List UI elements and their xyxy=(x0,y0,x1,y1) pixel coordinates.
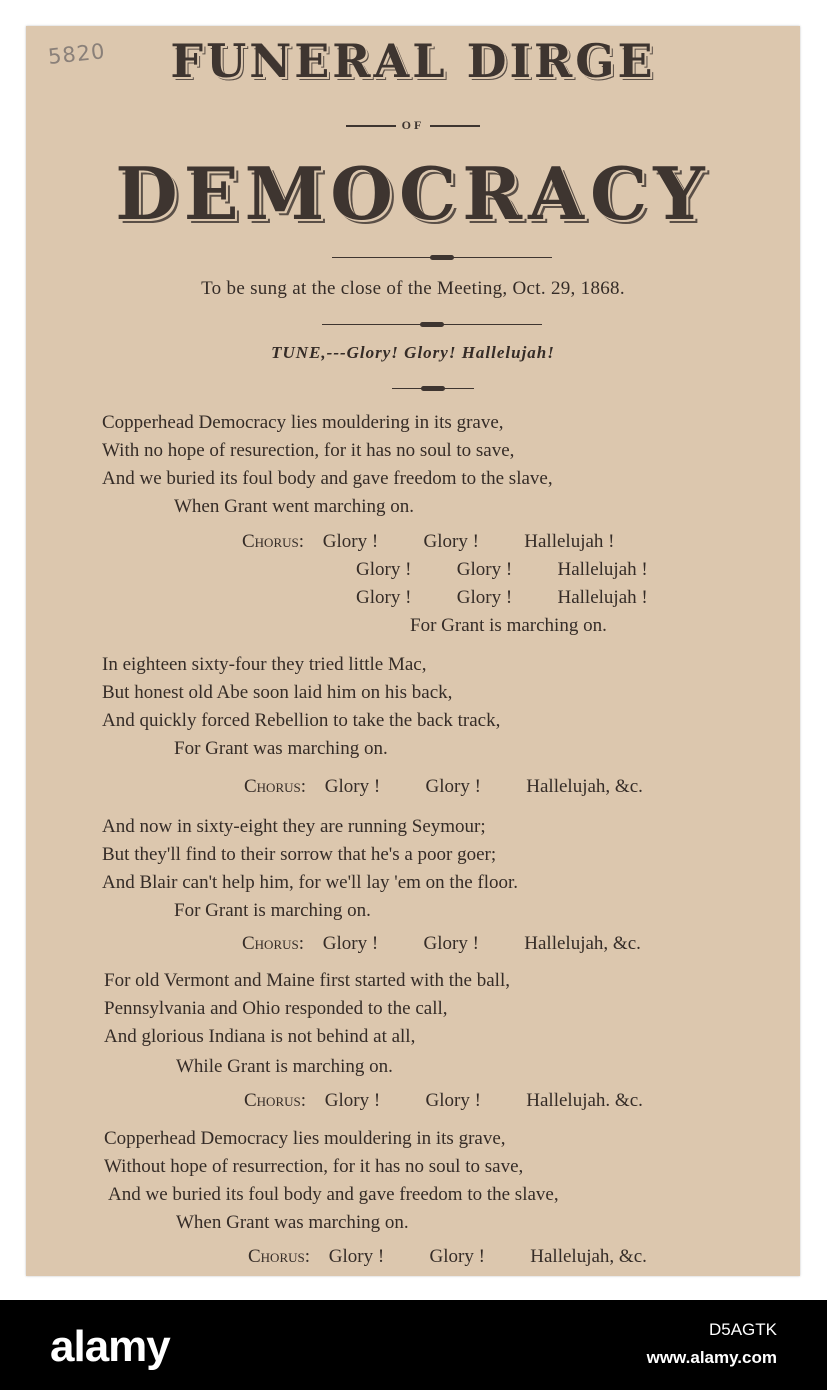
chorus-word: Glory ! xyxy=(324,1090,381,1111)
watermark-url: www.alamy.com xyxy=(646,1348,777,1367)
chorus-label: Chorus: xyxy=(248,1246,311,1267)
verse-1-line-3: And we buried its foul body and gave freedom to the slave, xyxy=(102,468,553,489)
verse-3-line-1: And now in sixty-eight they are running Seymour; xyxy=(102,816,486,837)
verse-1-chorus-row-2 xyxy=(356,559,648,581)
chorus-word: Glory ! xyxy=(322,531,379,552)
verse-4-line-4: While Grant is marching on. xyxy=(176,1056,393,1077)
chorus-word: Glory ! xyxy=(328,1246,385,1267)
verse-3-line-4: For Grant is marching on. xyxy=(174,900,371,921)
verse-2-line-3: And quickly forced Rebellion to take the back track, xyxy=(102,710,501,731)
chorus-word: Hallelujah, &c. xyxy=(524,933,641,954)
verse-4-line-2: Pennsylvania and Ohio responded to the call, xyxy=(104,998,448,1019)
verse-3-chorus xyxy=(242,933,641,955)
title-of-line xyxy=(26,118,800,133)
chorus-label: Chorus: xyxy=(242,531,305,552)
image-id-label: D5AGTK xyxy=(708,1320,777,1339)
verse-5-line-1: Copperhead Democracy lies mouldering in its grave, xyxy=(104,1128,506,1149)
alamy-logo: alamy xyxy=(50,1322,170,1371)
verse-3-line-3: And Blair can't help him, for we'll lay 'em on the floor. xyxy=(102,872,519,893)
title-democracy: DEMOCRACY xyxy=(115,151,711,236)
chorus-word: Glory ! xyxy=(425,776,481,797)
handwritten-note: 5820 xyxy=(46,39,107,69)
ornament-dot-3 xyxy=(421,386,445,391)
verse-1-line-2: With no hope of resurection, for it has no soul to save, xyxy=(102,440,515,461)
of-right-rule xyxy=(430,125,480,127)
chorus-word: Glory ! xyxy=(456,559,513,580)
verse-5-line-2: Without hope of resurrection, for it has no soul to save, xyxy=(104,1156,524,1177)
verse-5-line-3: And we buried its foul body and gave freedom to the slave, xyxy=(108,1184,559,1205)
tune-line: TUNE,---Glory! Glory! Hallelujah! xyxy=(271,343,555,362)
chorus-word: Hallelujah, &c. xyxy=(526,776,643,797)
verse-4-line-3: And glorious Indiana is not behind at all, xyxy=(104,1026,416,1047)
verse-1-chorus-row-3 xyxy=(356,587,648,609)
title-of: OF xyxy=(401,118,425,132)
chorus-word: Glory ! xyxy=(356,587,412,608)
verse-5-chorus xyxy=(248,1246,647,1268)
chorus-word: Hallelujah ! xyxy=(557,559,648,580)
chorus-word: Hallelujah ! xyxy=(524,531,615,552)
verse-1-line-4: When Grant went marching on. xyxy=(174,496,415,517)
title-funeral-dirge: FUNERAL DIRGE xyxy=(170,34,656,88)
broadside-sheet xyxy=(26,26,800,1276)
chorus-word: Glory ! xyxy=(425,1090,481,1111)
verse-1-chorus-row-1 xyxy=(242,531,615,553)
chorus-word: Hallelujah. &c. xyxy=(526,1090,643,1111)
verse-3-line-2: But they'll find to their sorrow that he's a poor goer; xyxy=(102,844,497,865)
verse-4-chorus xyxy=(244,1090,643,1112)
chorus-word: Glory ! xyxy=(356,559,412,580)
chorus-word: Glory ! xyxy=(429,1246,485,1267)
verse-1-line-1: Copperhead Democracy lies mouldering in its grave, xyxy=(102,412,504,433)
chorus-label: Chorus: xyxy=(244,1090,307,1111)
verse-2-chorus xyxy=(244,776,643,798)
chorus-label: Chorus: xyxy=(244,776,307,797)
meeting-subtitle: To be sung at the close of the Meeting, Oct. 29, 1868. xyxy=(201,278,625,299)
chorus-word: Hallelujah ! xyxy=(557,587,648,608)
verse-2-line-4: For Grant was marching on. xyxy=(174,738,388,759)
verse-5-line-4: When Grant was marching on. xyxy=(176,1212,409,1233)
ornament-dot-1 xyxy=(430,255,454,260)
verse-1-chorus-end: For Grant is marching on. xyxy=(410,615,607,636)
verse-4-line-1: For old Vermont and Maine first started with the ball, xyxy=(104,970,510,991)
chorus-label: Chorus: xyxy=(242,933,305,954)
verse-2-line-2: But honest old Abe soon laid him on his back, xyxy=(102,682,453,703)
chorus-word: Glory ! xyxy=(324,776,381,797)
chorus-word: Glory ! xyxy=(423,933,479,954)
chorus-word: Glory ! xyxy=(423,531,479,552)
ornament-dot-2 xyxy=(420,322,444,327)
chorus-word: Hallelujah, &c. xyxy=(530,1246,647,1267)
verse-2-line-1: In eighteen sixty-four they tried little Mac, xyxy=(102,654,427,675)
chorus-word: Glory ! xyxy=(322,933,379,954)
chorus-word: Glory ! xyxy=(456,587,513,608)
of-left-rule xyxy=(346,125,396,127)
